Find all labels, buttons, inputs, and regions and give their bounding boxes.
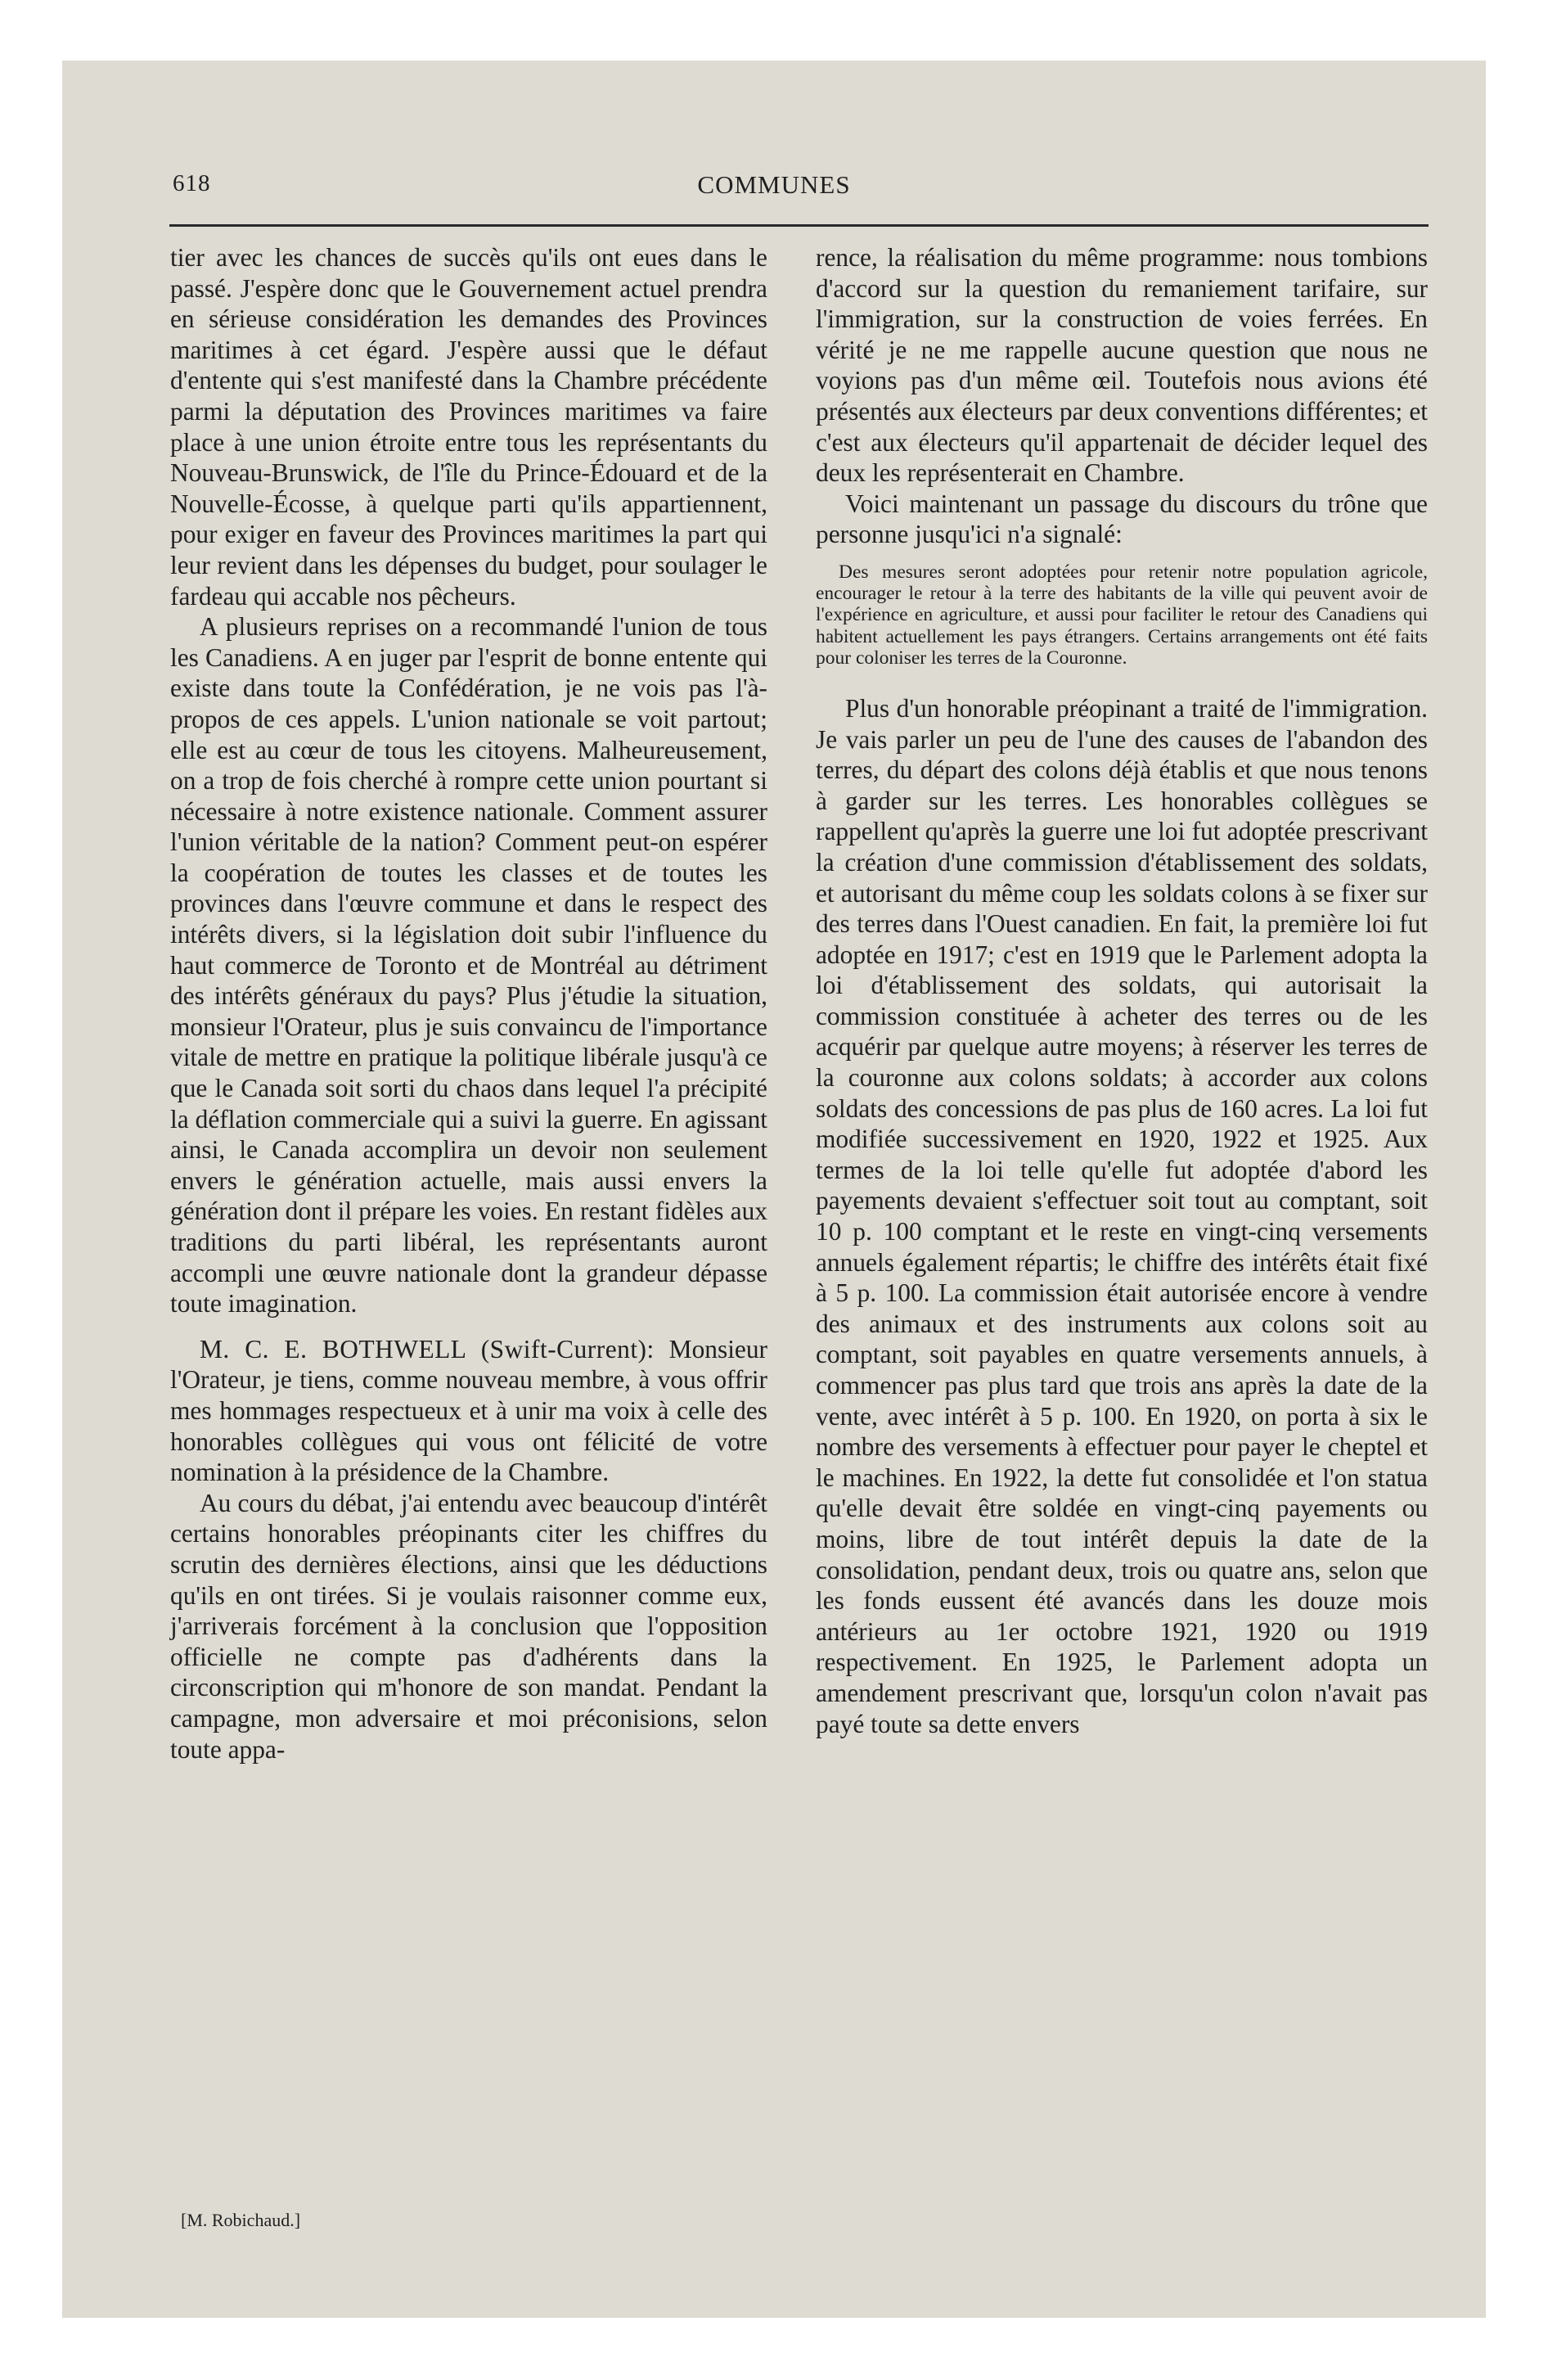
right-paragraph-1: rence, la réalisation du même programme: nous tombions d'accord sur la question du remaniement tarifaire, sur l'immigration, sur la construction de voies ferrées. En vérité je ne me rappelle aucune question que nous ne voyions pas d'un même œil. Toutefois nous avions été présentés aux électeurs par deux conventions différentes; et c'est aux électeurs qu'il appartenait de décider lequel des deux les représenterait en Chambre.: [816, 243, 1428, 488]
header-rule: [169, 224, 1429, 227]
footer-note: [M. Robichaud.]: [181, 2210, 301, 2230]
running-title: COMMUNES: [697, 170, 851, 199]
left-column: [170, 242, 767, 1765]
left-paragraph-1: tier avec les chances de succès qu'ils ont eues dans le passé. J'espère donc que le Gouvernement actuel prendra en sérieuse considération les demandes des Provinces maritimes à cet égard. J'espère aussi que le défaut d'entente qui s'est manifesté dans la Chambre précédente parmi la députation des Provinces maritimes va faire place à une union étroite entre tous les représentants du Nouveau-Brunswick, de l'île du Prince-Édouard et de la Nouvelle-Écosse, à quelque parti qu'ils appartiennent, pour exiger en faveur des Provinces maritimes la part qui leur revient dans les dépenses du budget, pour soulager le fardeau qui accable nos pêcheurs.: [170, 243, 767, 611]
throne-speech-quote: Des mesures seront adoptées pour retenir notre population agricole, encourager le retour à la terre des habitants de la ville qui peuvent avoir de l'expérience en agriculture, et aussi pour faciliter le retour des Canadiens qui habitent actuellement les pays étrangers. Certains arrangements ont été faits pour coloniser les terres de la Couronne.: [816, 561, 1428, 669]
speech-paragraph-1: [170, 1334, 767, 1488]
left-paragraph-2: A plusieurs reprises on a recommandé l'union de tous les Canadiens. A en juger par l'esprit de bonne entente qui existe dans toute la Confédération, je ne vois pas l'à-propos de ces appels. L'union nationale se voit partout; elle est au cœur de tous les citoyens. Malheureusement, on a trop de fois cherché à rompre cette union pourtant si nécessaire à notre existence nationale. Comment assurer l'union véritable de la nation? Comment peut-on espérer la coopération de toutes les classes et de toutes les provinces dans l'œuvre commune et dans le respect des intérêts divers, si la législation doit subir l'influence du haut commerce de Toronto et de Montréal au détriment des intérêts généraux du pays? Plus j'étudie la situation, monsieur l'Orateur, plus je suis convaincu de l'importance vitale de mettre en pratique la politique libérale jusqu'à ce que le Canada soit sorti du chaos dans lequel l'a précipité la déflation commerciale qui a suivi la guerre. En agissant ainsi, le Canada accomplira un devoir non seulement envers le génération actuelle, mais aussi envers la génération dont il prépare les voies. En restant fidèles aux traditions du parti libéral, les représentants auront accompli une œuvre nationale dont la grandeur dépasse toute imagination.: [170, 612, 767, 1318]
speech-opening: Monsieur l'Orateur, je tiens, comme nouveau membre, à vous offrir mes hommages respectueux et à unir ma voix à celle des honorables collègues qui vous ont félicité de votre nomination à la présidence de la Chambre.: [170, 1334, 767, 1487]
speaker-name: M. C. E. BOTHWELL (Swift-Current):: [200, 1334, 655, 1364]
page-number: 618: [173, 170, 211, 196]
right-paragraph-3: Plus d'un honorable préopinant a traité de l'immigration. Je vais parler un peu de l'une des causes de l'abandon des terres, du départ des colons déjà établis et que nous tenons à garder sur les terres. Les honorables collègues se rappellent qu'après la guerre une loi fut adoptée prescrivant la création d'une commission d'établissement des soldats, et autorisant du même coup les soldats colons à se fixer sur des terres dans l'Ouest canadien. En fait, la première loi fut adoptée en 1917; c'est en 1919 que le Parlement adopta la loi d'établissement des soldats, qui autorisait la commission constituée à acheter des terres ou de les acquérir par quelque autre moyens; à réserver les terres de la couronne aux colons soldats; à accorder aux colons soldats des concessions de pas plus de 160 acres. La loi fut modifiée successivement en 1920, 1922 et 1925. Aux termes de la loi telle qu'elle fut adoptée d'abord les payements devaient s'effectuer soit tout au comptant, soit 10 p. 100 comptant et le reste en vingt-cinq versements annuels également répartis; le chiffre des intérêts était fixé à 5 p. 100. La commission était autorisée encore à vendre des animaux et des instruments aux colons soit au comptant, soit payables en quatre versements annuels, à commencer pas plus tard que trois ans après la date de la vente, avec intérêt à 5 p. 100. En 1920, on porta à six le nombre des versements à effectuer pour payer le cheptel et le machines. En 1922, la dette fut consolidée et l'on statua qu'elle devait être soldée en vingt-cinq payements ou moins, libre de tout intérêt depuis la date de la consolidation, pendant deux, trois ou quatre ans, selon que les fonds eussent été avancés dans les douze mois antérieurs au 1er octobre 1921, 1920 ou 1919 respectivement. En 1925, le Parlement adopta un amendement prescrivant que, lorsqu'un colon n'avait pas payé toute sa dette envers: [816, 693, 1428, 1738]
right-paragraph-2: Voici maintenant un passage du discours du trône que personne jusqu'ici n'a signalé:: [816, 489, 1428, 549]
speech-paragraph-2: Au cours du débat, j'ai entendu avec beaucoup d'intérêt certains honorables préopinants citer les chiffres du scrutin des dernières élections, ainsi que les déductions qu'ils en ont tirées. Si je voulais raisonner comme eux, j'arriverais forcément à la conclusion que l'opposition officielle ne compte pas d'adhérents dans la circonscription qui m'honore de son mandat. Pendant la campagne, mon adversaire et moi préconisions, selon toute appa-: [170, 1488, 767, 1764]
right-column: [816, 242, 1428, 1739]
